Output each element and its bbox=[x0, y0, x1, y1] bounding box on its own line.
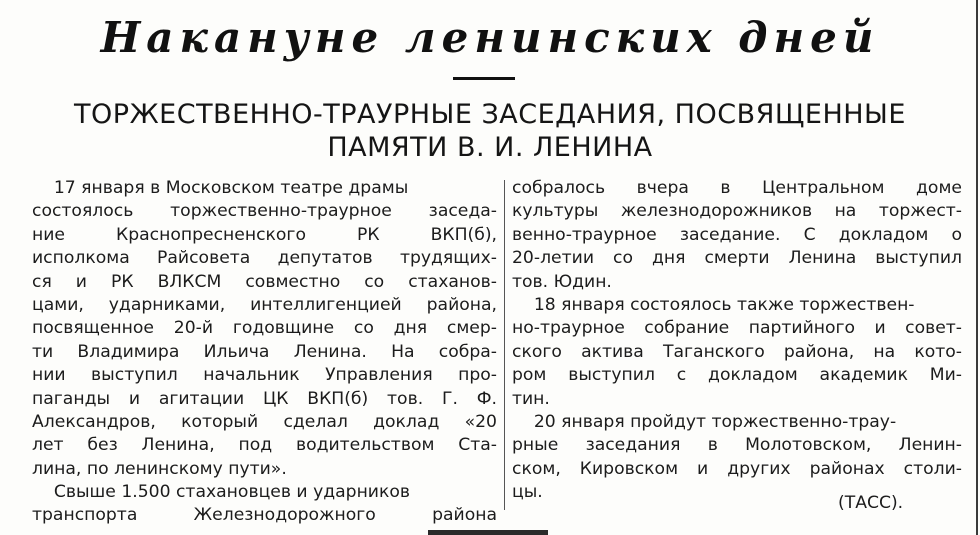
text-line: собралось вчера в Центральном доме bbox=[512, 178, 962, 198]
text-line: транспорта Железнодорожного района bbox=[32, 505, 497, 526]
article-column-right bbox=[512, 177, 962, 504]
text-line: ром выступил с докладом академик Ми- bbox=[512, 365, 962, 386]
text-line: паганды и агитации ЦК ВКП(б) тов. Г. Ф. bbox=[32, 388, 497, 409]
text-line: тов. Юдин. bbox=[512, 271, 612, 292]
text-line: ние Краснопресненского РК ВКП(б), bbox=[32, 224, 497, 245]
text-line: цами, ударниками, интеллигенцией района, bbox=[32, 294, 497, 315]
subheadline-line-2: ПАМЯТИ В. И. ЛЕНИНА bbox=[327, 132, 653, 163]
text-line: 20 января пройдут торжественно-трау- bbox=[512, 411, 897, 432]
text-line: венно-траурное заседание. С докладом о bbox=[512, 224, 962, 245]
headline: Накануне ленинских дней bbox=[100, 13, 880, 62]
text-line: исполкома Райсовета депутатов трудящих- bbox=[32, 248, 497, 269]
text-line: тин. bbox=[512, 388, 550, 409]
text-line: 17 января в Московском театре драмы bbox=[32, 178, 409, 198]
bottom-rule bbox=[428, 530, 548, 535]
text-line: Свыше 1.500 стахановцев и ударников bbox=[32, 482, 410, 503]
article-column-left bbox=[32, 177, 497, 528]
text-line: лина, по ленинскому пути». bbox=[32, 458, 287, 479]
text-line: посвященное 20-й годовщине со дня смер- bbox=[32, 318, 497, 339]
text-line: ти Владимира Ильича Ленина. На собра- bbox=[32, 341, 497, 362]
text-line: лет без Ленина, под водительством Ста- bbox=[32, 435, 497, 456]
text-line: 18 января состоялось также торжествен- bbox=[512, 294, 915, 315]
text-line: но-траурное собрание партийного и совет- bbox=[512, 318, 962, 339]
text-line: культуры железнодорожников на торжест- bbox=[512, 201, 962, 222]
text-line: нии выступил начальник Управления про- bbox=[32, 365, 497, 386]
text-line: состоялось торжественно-траурное заседа- bbox=[32, 201, 497, 222]
text-line: ского актива Таганского района, на кото- bbox=[512, 341, 962, 362]
text-line: 20-летии со дня смерти Ленина выступил bbox=[512, 248, 962, 269]
text-line: Александров, который сделал доклад «20 bbox=[32, 411, 497, 432]
headline-rule bbox=[453, 77, 515, 80]
signature: (ТАСС). bbox=[838, 493, 904, 513]
text-line: ся и РК ВЛКСМ совместно со стаханов- bbox=[32, 271, 497, 292]
column-divider bbox=[504, 180, 505, 510]
text-line: рные заседания в Молотовском, Ленин- bbox=[512, 435, 962, 456]
page-edge bbox=[976, 0, 978, 535]
text-line: ском, Кировском и других районах столи- bbox=[512, 458, 962, 479]
text-line: цы. bbox=[512, 482, 543, 503]
subheadline bbox=[40, 98, 940, 164]
subheadline-line-1: ТОРЖЕСТВЕННО-ТРАУРНЫЕ ЗАСЕДАНИЯ, ПОСВЯЩЕННЫЕ bbox=[74, 99, 906, 130]
